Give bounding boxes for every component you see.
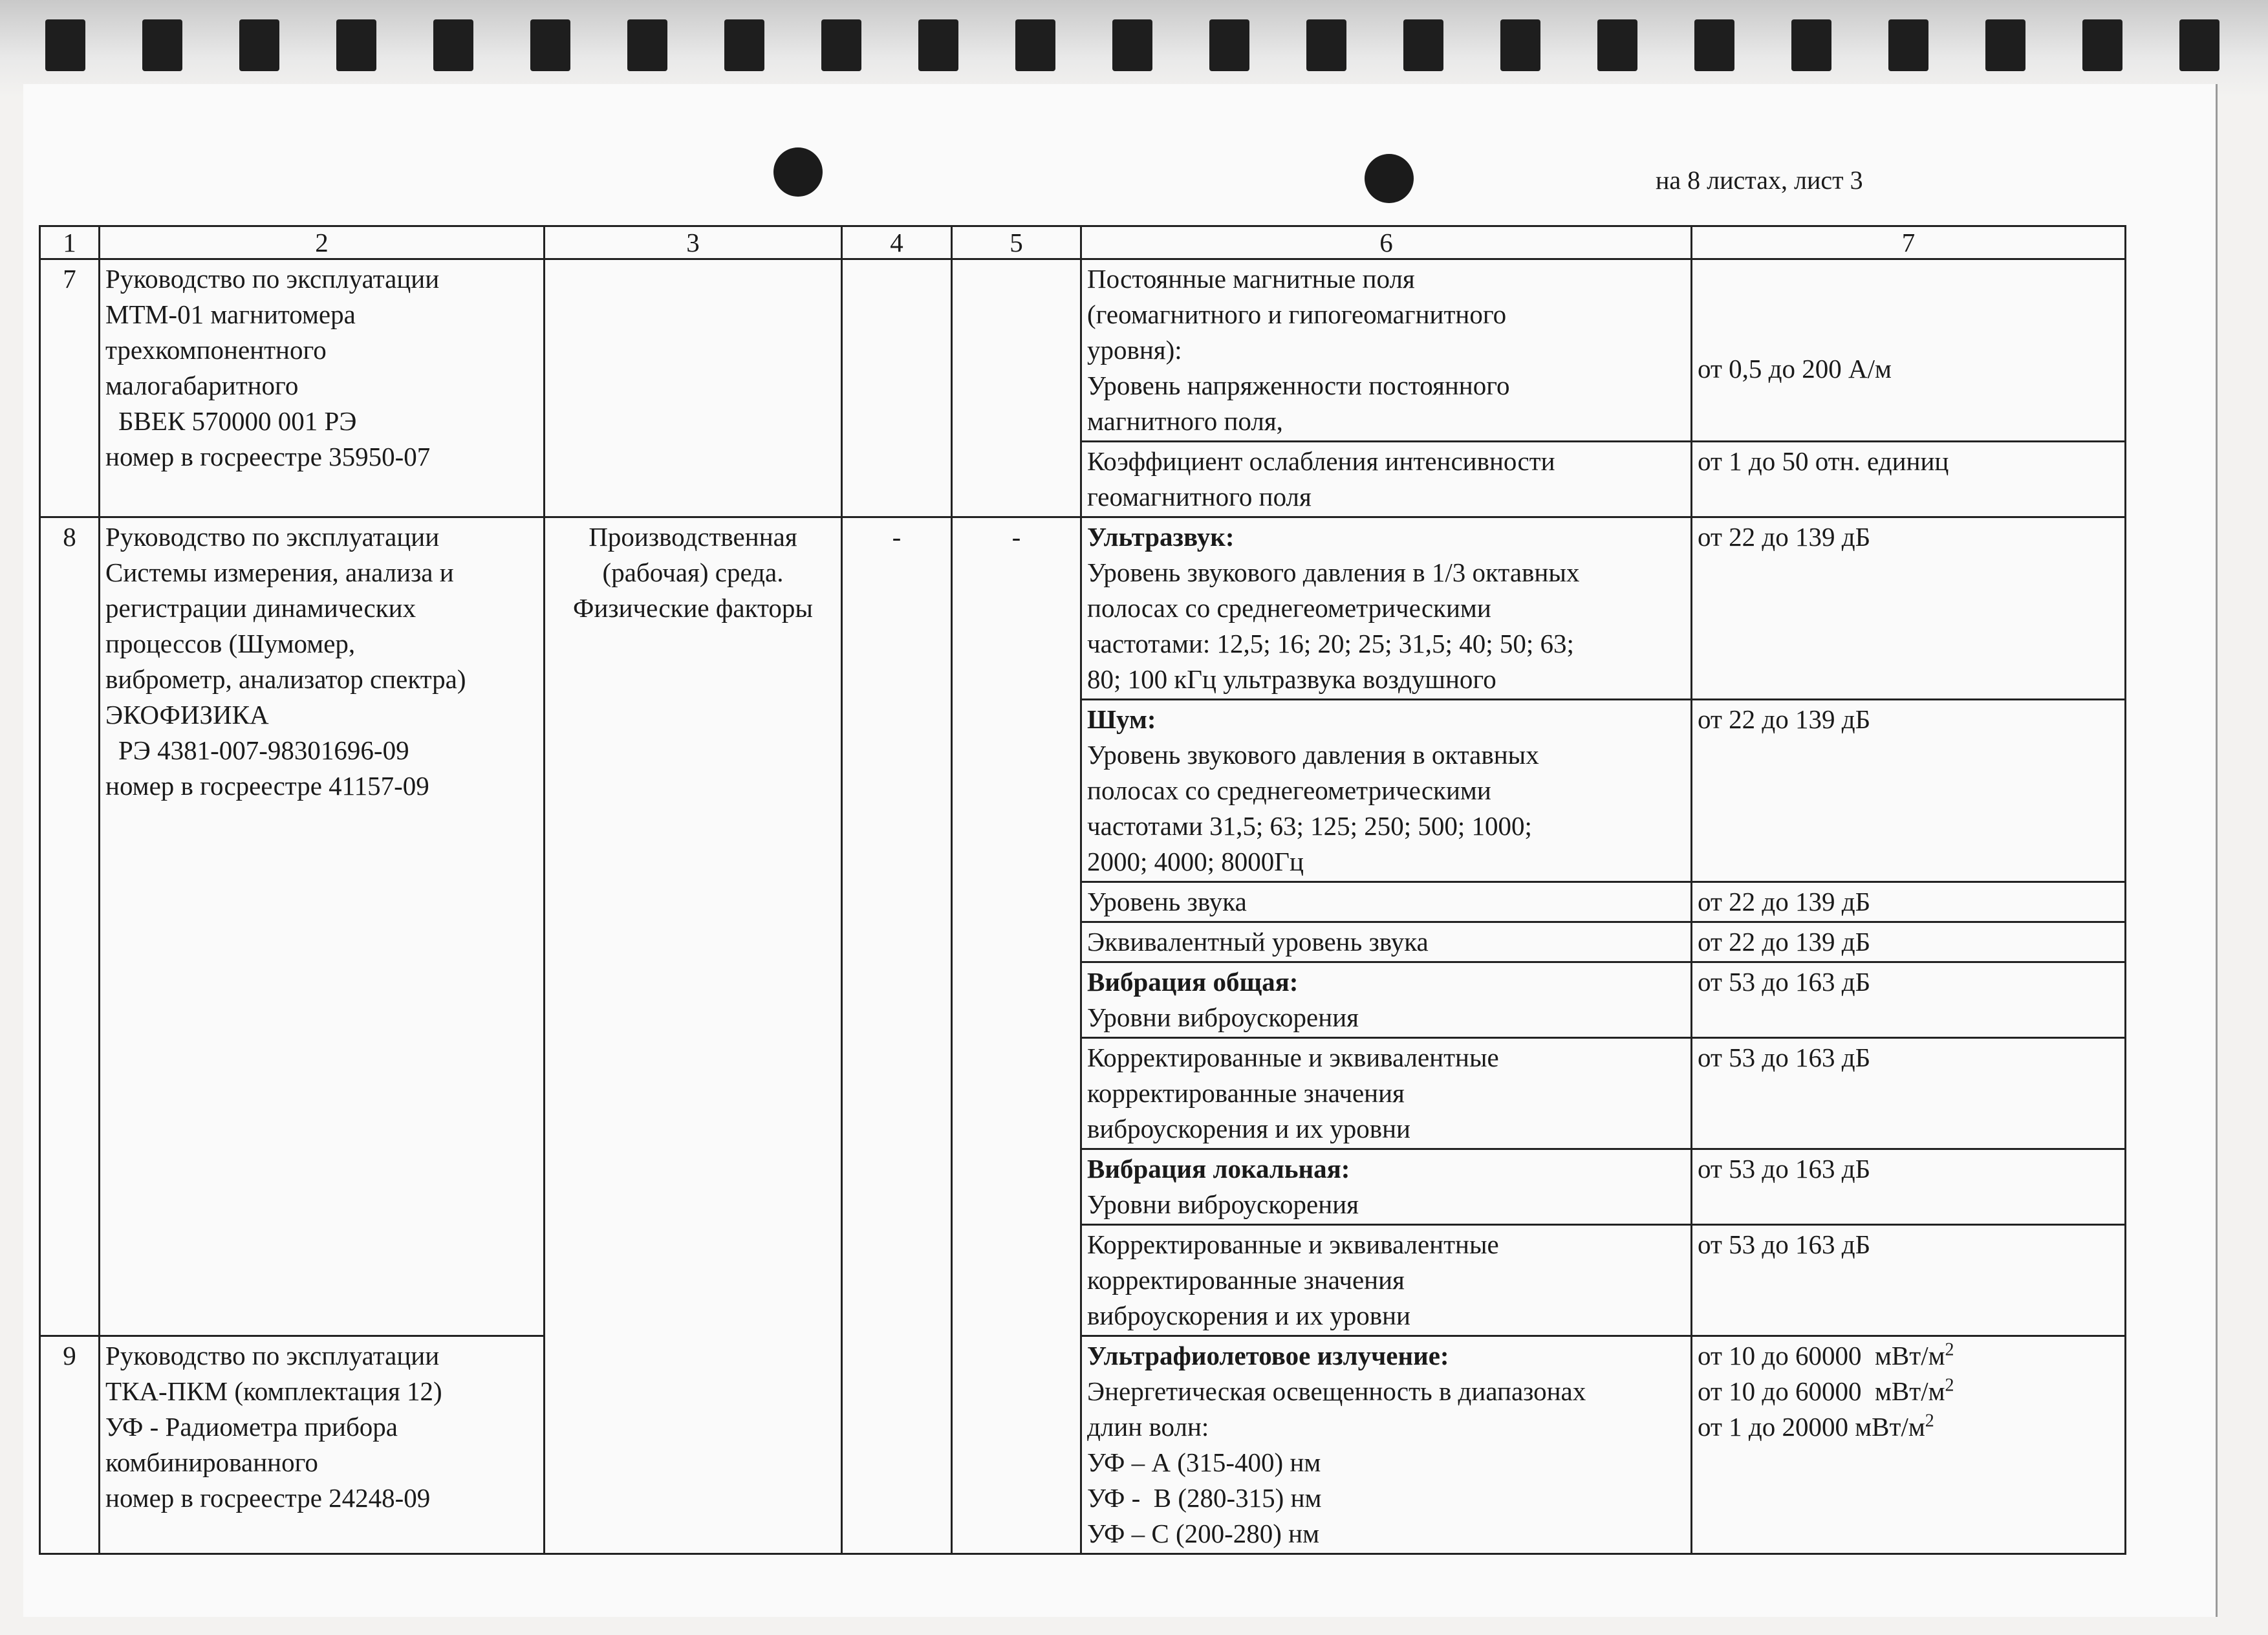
measurement-line: полосах со среднегеометрическими	[1087, 593, 1491, 623]
document-line: Руководство по эксплуатации	[105, 264, 440, 294]
range-value: от 10 до 60000 мВт/м	[1698, 1341, 1945, 1370]
range-cell	[1692, 1149, 2126, 1225]
measurement-line: Энергетическая освещенность в диапазонах	[1087, 1376, 1586, 1406]
measurement-cell	[1081, 442, 1692, 517]
measurement-title: Ультрафиолетовое излучение:	[1087, 1341, 1449, 1370]
column-5-cell	[952, 259, 1081, 517]
measurement-line: 80; 100 кГц ультразвука воздушного	[1087, 664, 1496, 694]
measurement-cell	[1081, 962, 1692, 1038]
range-value: от 22 до 139 дБ	[1698, 522, 1871, 552]
unit-exponent: 2	[1925, 1411, 1934, 1431]
range-value: от 22 до 139 дБ	[1698, 887, 1871, 916]
range-cell	[1692, 1336, 2126, 1554]
binder-ring	[918, 19, 958, 71]
binder-ring	[1888, 19, 1928, 71]
range-cell	[1692, 442, 2126, 517]
range-cell	[1692, 517, 2126, 700]
unit-exponent: 2	[1945, 1375, 1954, 1396]
binder-ring	[239, 19, 279, 71]
range-value: от 22 до 139 дБ	[1698, 704, 1871, 734]
document-line: номер в госреестре 24248-09	[105, 1483, 431, 1513]
measurement-title: Ультразвук:	[1087, 522, 1235, 552]
measurement-line: виброускорения и их уровни	[1087, 1114, 1410, 1143]
measurement-line: УФ – С (200-280) нм	[1087, 1519, 1320, 1548]
range-cell	[1692, 962, 2126, 1038]
binder-ring	[1209, 19, 1249, 71]
environment-line: (рабочая) среда.	[602, 558, 784, 587]
measurement-line: Уровни виброускорения	[1087, 1002, 1359, 1032]
table-row	[40, 517, 2126, 700]
binder-ring	[1985, 19, 2025, 71]
measurement-line: Уровень звукового давления в октавных	[1087, 740, 1539, 770]
measurement-line: УФ - В (280-315) нм	[1087, 1483, 1322, 1513]
measurement-line: длин волн:	[1087, 1412, 1209, 1442]
range-line	[1698, 1374, 2119, 1409]
document-line: комбинированного	[105, 1447, 318, 1477]
binder-ring	[1403, 19, 1443, 71]
measurement-cell	[1081, 700, 1692, 882]
document-line: ТКА-ПКМ (комплектация 12)	[105, 1376, 442, 1406]
measurement-line: УФ – А (315-400) нм	[1087, 1447, 1321, 1477]
range-value: от 1 до 20000 мВт/м	[1698, 1412, 1925, 1442]
binder-ring	[1694, 19, 1734, 71]
measurement-cell	[1081, 922, 1692, 962]
measurement-line: Уровни виброускорения	[1087, 1189, 1359, 1219]
measurement-title: Вибрация локальная:	[1087, 1154, 1350, 1184]
measurement-line: частотами 31,5; 63; 125; 250; 500; 1000;	[1087, 811, 1532, 841]
document-line: регистрации динамических	[105, 593, 416, 623]
measurement-line: Постоянные магнитные поля	[1087, 264, 1415, 294]
measurement-cell	[1081, 1336, 1692, 1554]
header-cell: 4	[842, 226, 952, 259]
measurement-line: полосах со среднегеометрическими	[1087, 775, 1491, 805]
environment-cell	[545, 517, 842, 1554]
binder-ring	[1597, 19, 1637, 71]
document-line: МТМ-01 магнитомера	[105, 299, 356, 329]
measurement-title: Вибрация общая:	[1087, 967, 1299, 997]
range-value: от 53 до 163 дБ	[1698, 1043, 1871, 1072]
document-line: УФ - Радиометра прибора	[105, 1412, 398, 1442]
binder-ring	[1306, 19, 1346, 71]
range-value: от 53 до 163 дБ	[1698, 1154, 1871, 1184]
binder-ring	[1015, 19, 1055, 71]
measurement-line: геомагнитного поля	[1087, 482, 1312, 512]
header-cell: 5	[952, 226, 1081, 259]
measurement-line: Уровень звука	[1087, 887, 1247, 916]
document-line: трехкомпонентного	[105, 335, 327, 365]
environment-line: Физические факторы	[573, 593, 813, 623]
header-cell: 2	[100, 226, 545, 259]
table-row	[40, 1336, 2126, 1554]
document-line: ЭКОФИЗИКА	[105, 700, 269, 730]
range-value: от 0,5 до 200 А/м	[1698, 354, 1892, 384]
document-line: номер в госреестре 41157-09	[105, 771, 429, 801]
table-row	[40, 259, 2126, 442]
document-line: Системы измерения, анализа и	[105, 558, 454, 587]
column-5-cell: -	[952, 517, 1081, 1554]
column-4-cell: -	[842, 517, 952, 1554]
document-line: номер в госреестре 35950-07	[105, 442, 431, 471]
measurement-line: Уровень напряженности постоянного	[1087, 371, 1510, 400]
row-number: 8	[40, 517, 100, 1336]
measurement-line: Корректированные и эквивалентные	[1087, 1229, 1499, 1259]
measurement-cell	[1081, 1149, 1692, 1225]
header-cell: 6	[1081, 226, 1692, 259]
measurement-line: виброускорения и их уровни	[1087, 1301, 1410, 1330]
document-line: БВЕК 570000 001 РЭ	[118, 406, 357, 436]
binder-ring	[1500, 19, 1540, 71]
document-cell	[100, 1336, 545, 1554]
measurement-cell	[1081, 517, 1692, 700]
measurement-line: (геомагнитного и гипогеомагнитного	[1087, 299, 1507, 329]
range-cell	[1692, 700, 2126, 882]
environment-line: Производственная	[589, 522, 797, 552]
measurement-line: корректированные значения	[1087, 1078, 1405, 1108]
measurement-title: Шум:	[1087, 704, 1156, 734]
binder-ring	[142, 19, 182, 71]
binder-strip	[0, 0, 2268, 97]
binder-ring	[2179, 19, 2219, 71]
range-value: от 22 до 139 дБ	[1698, 927, 1871, 957]
table-header-row	[40, 226, 2126, 259]
range-line	[1698, 1409, 2119, 1445]
range-cell	[1692, 259, 2126, 442]
measurement-line: корректированные значения	[1087, 1265, 1405, 1295]
measurement-cell	[1081, 259, 1692, 442]
measurement-cell	[1081, 1225, 1692, 1336]
document-cell	[100, 517, 545, 1336]
document-line: процессов (Шумомер,	[105, 629, 356, 658]
document-line: виброметр, анализатор спектра)	[105, 664, 466, 694]
document-line: РЭ 4381-007-98301696-09	[118, 735, 409, 765]
measurement-methods-table	[39, 225, 2126, 1555]
binder-ring	[336, 19, 376, 71]
unit-exponent: 2	[1945, 1339, 1954, 1360]
binder-ring	[627, 19, 667, 71]
range-cell	[1692, 882, 2126, 922]
document-cell	[100, 259, 545, 517]
range-value: от 53 до 163 дБ	[1698, 1229, 1871, 1259]
header-cell: 7	[1692, 226, 2126, 259]
sheet-number-label: на 8 листах, лист 3	[1656, 166, 1863, 195]
environment-cell	[545, 259, 842, 517]
measurement-line: уровня):	[1087, 335, 1182, 365]
measurement-line: 2000; 4000; 8000Гц	[1087, 847, 1304, 876]
column-4-cell	[842, 259, 952, 517]
range-value: от 10 до 60000 мВт/м	[1698, 1376, 1945, 1406]
row-number: 7	[40, 259, 100, 517]
header-cell: 3	[545, 226, 842, 259]
measurement-line: Корректированные и эквивалентные	[1087, 1043, 1499, 1072]
measurement-line: частотами: 12,5; 16; 20; 25; 31,5; 40; 50; 63;	[1087, 629, 1574, 658]
range-value: от 53 до 163 дБ	[1698, 967, 1871, 997]
binder-ring	[724, 19, 764, 71]
measurement-cell	[1081, 1038, 1692, 1149]
document-line: малогабаритного	[105, 371, 299, 400]
row-number: 9	[40, 1336, 100, 1554]
range-cell	[1692, 1038, 2126, 1149]
measurement-line: Эквивалентный уровень звука	[1087, 927, 1429, 957]
measurement-line: Коэффициент ослабления интенсивности	[1087, 446, 1555, 476]
measurement-cell	[1081, 882, 1692, 922]
range-line	[1698, 1338, 2119, 1374]
document-line: Руководство по эксплуатации	[105, 1341, 440, 1370]
range-cell	[1692, 922, 2126, 962]
binder-ring	[821, 19, 861, 71]
punch-hole	[773, 147, 823, 197]
binder-ring	[1112, 19, 1152, 71]
binder-ring	[45, 19, 85, 71]
measurement-line: магнитного поля,	[1087, 406, 1283, 436]
range-cell	[1692, 1225, 2126, 1336]
binder-ring	[530, 19, 570, 71]
header-cell: 1	[40, 226, 100, 259]
measurement-line: Уровень звукового давления в 1/3 октавных	[1087, 558, 1580, 587]
binder-ring	[433, 19, 473, 71]
binder-ring	[2082, 19, 2122, 71]
document-line: Руководство по эксплуатации	[105, 522, 440, 552]
range-value: от 1 до 50 отн. единиц	[1698, 446, 1949, 476]
binder-ring	[1791, 19, 1831, 71]
punch-hole	[1365, 154, 1414, 203]
